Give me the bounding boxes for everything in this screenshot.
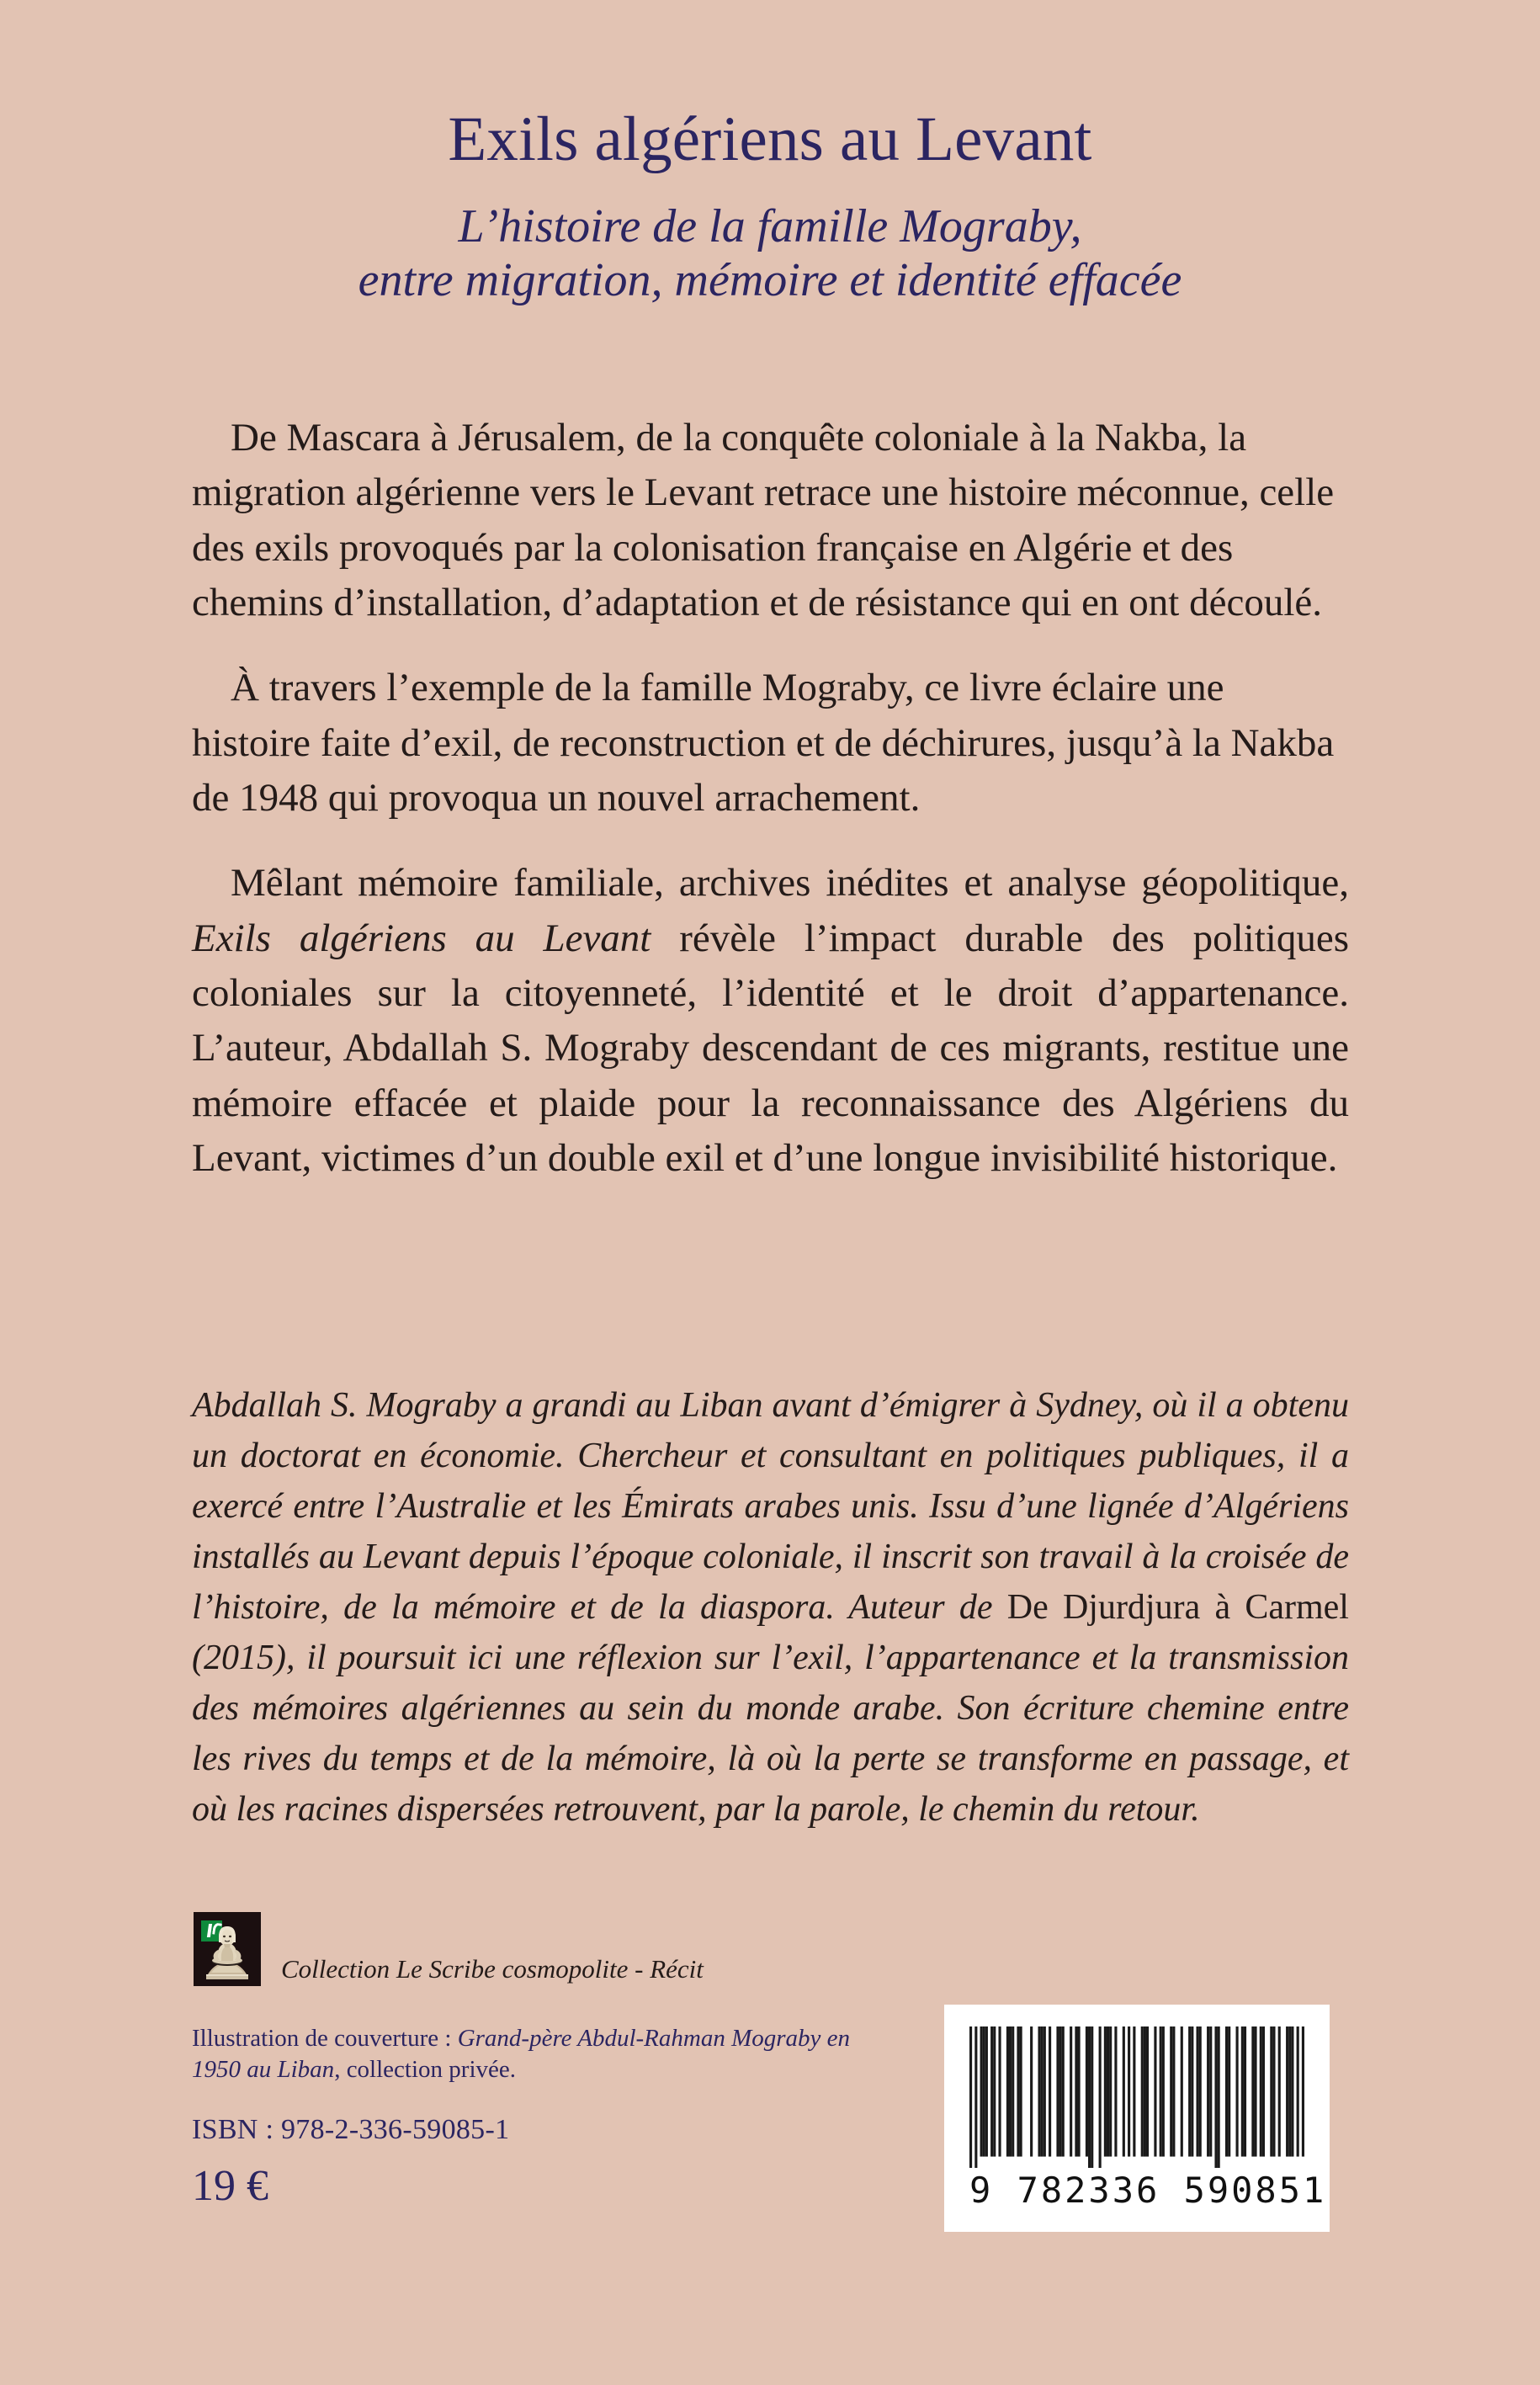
bottom-metadata [192, 2023, 865, 2211]
illustration-credit [192, 2023, 865, 2085]
blurb-paragraph-3 [192, 856, 1349, 1186]
isbn-value: ISBN : 978-2-336-59085-1 [192, 2114, 510, 2146]
barcode-digits: 9 782336 590851 [969, 2170, 1327, 2211]
blurb-p3-part2: révèle l’impact durable des politiques coloniales sur la citoyenneté, l’identité et le droit d’appartenance. L’auteur, Abdallah S. Mograby descendant de ces migrants, restitue une mémoire effacée et plaide pour la reconnaissance des Algériens du Levant, victimes d’un double exil et d’une longue invisibilité historique. [192, 916, 1349, 1180]
price-value: 19 € [192, 2162, 268, 2211]
illustration-prefix: Illustration de couverture : [192, 2025, 458, 2052]
blurb-text [192, 411, 1349, 1186]
title-block [0, 104, 1540, 308]
blurb-p3-part1: Mêlant mémoire familiale, archives inédites et analyse géopolitique, [231, 861, 1349, 906]
bio-previous-book-title: De Djurdjura à Carmel [1006, 1588, 1349, 1628]
blurb-p3-book-title: Exils algériens au Levant [192, 916, 651, 960]
bio-part-2: (2015), il poursuit ici une réflexion sur l’exil, l’appartenance et la transmission des mémoires algériennes au sein du monde arabe. Son écriture chemine entre les rives du temps et de la mémoire, là où la perte se transforme en passage, et où les racines dispersées retrouvent, par la parole, le chemin du retour. [192, 1639, 1349, 1830]
subtitle [0, 199, 1540, 309]
subtitle-line-1: L’histoire de la famille Mograby, [458, 199, 1082, 252]
illustration-title: Grand-père Abdul-Rahman Mograby en 1950 au Liban [192, 2025, 851, 2084]
barcode-bars [969, 2026, 1304, 2168]
harmattan-logo [194, 1912, 261, 1986]
subtitle-line-2: entre migration, mémoire et identité effacée [358, 254, 1182, 307]
collection-label: Collection Le Scribe cosmopolite - Récit [281, 1954, 704, 1984]
page-title: Exils algériens au Levant [448, 104, 1092, 174]
blurb-paragraph-1: De Mascara à Jérusalem, de la conquête coloniale à la Nakba, la migration algérienne vers le Levant retrace une histoire méconnue, celle des exils provoqués par la colonisation française en Algérie et des chemins d’installation, d’adaptation et de résistance qui en ont découlé. [192, 416, 1335, 624]
ean13-barcode [944, 2005, 1330, 2232]
blurb-paragraph-2: À travers l’exemple de la famille Mograby, ce livre éclaire une histoire faite d’exil, de reconstruction et de déchirures, jusqu’à la Nakba de 1948 qui provoqua un nouvel arrachement. [192, 666, 1335, 820]
publisher-logo-row [194, 1912, 704, 1986]
author-biography [192, 1380, 1349, 1835]
bio-part-1: Abdallah S. Mograby a grandi au Liban avant d’émigrer à Sydney, où il a obtenu un doctorat en économie. Chercheur et consultant en politiques publiques, il a exercé entre l’Australie et les Émirats arabes unis. Issu d’une lignée d’Algériens installés au Levant depuis l’époque coloniale, il inscrit son travail à la croisée de l’histoire, de la mémoire et de la diaspora. Auteur de [192, 1386, 1349, 1628]
seated-scribe-icon [201, 1924, 253, 1981]
illustration-suffix: , collection privée. [334, 2056, 516, 2084]
